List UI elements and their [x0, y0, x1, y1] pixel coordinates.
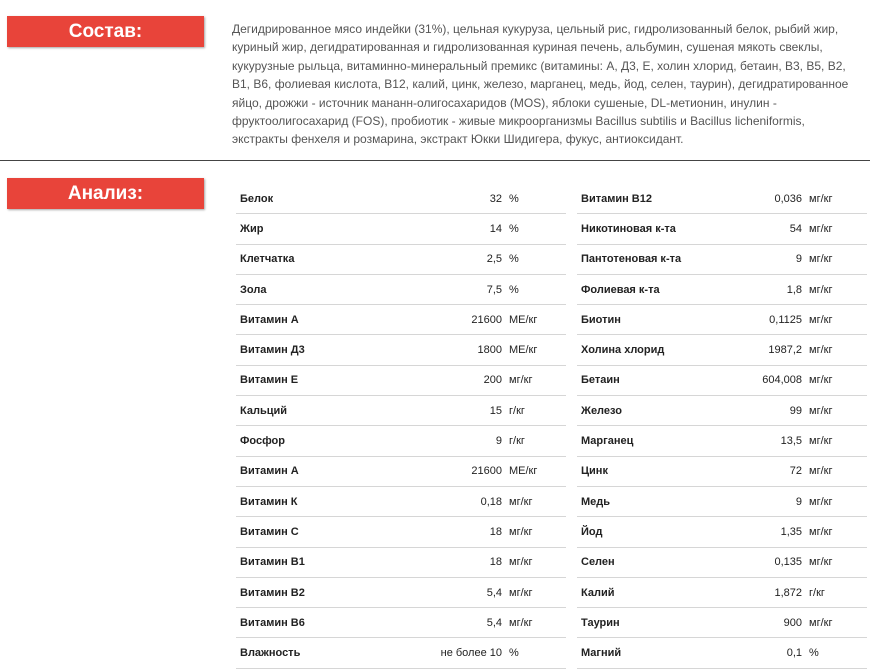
nutrient-unit: мг/кг	[809, 525, 833, 538]
table-row	[577, 305, 867, 335]
nutrient-unit: %	[809, 647, 819, 660]
nutrient-name: Витамин А	[240, 465, 299, 478]
nutrient-value: 72	[789, 465, 802, 478]
table-row	[577, 608, 867, 638]
nutrient-name: Фолиевая к-та	[581, 283, 660, 296]
nutrient-value: 15	[489, 404, 502, 417]
table-row	[577, 244, 867, 274]
nutrient-unit: мг/кг	[809, 465, 833, 478]
nutrient-name: Медь	[581, 495, 611, 508]
composition-heading-badge	[7, 16, 204, 47]
table-row	[236, 456, 566, 486]
table-row	[236, 244, 566, 274]
nutrient-unit: %	[509, 222, 519, 235]
table-row	[577, 547, 867, 577]
nutrient-unit: мг/кг	[809, 404, 833, 417]
nutrient-value: 1,8	[786, 283, 802, 296]
nutrient-value: 1987,2	[768, 344, 802, 357]
nutrient-name: Железо	[581, 404, 622, 417]
analysis-heading-badge	[7, 178, 204, 209]
nutrient-unit: мг/кг	[509, 495, 533, 508]
nutrient-unit: мг/кг	[509, 586, 533, 599]
nutrient-name: Жир	[240, 222, 264, 235]
nutrient-name: Зола	[240, 283, 267, 296]
table-row	[236, 396, 566, 426]
nutrient-value: 54	[789, 222, 802, 235]
nutrient-name: Витамин Д3	[240, 344, 305, 357]
nutrient-unit: мг/кг	[809, 283, 833, 296]
table-row	[236, 517, 566, 547]
nutrient-value: 7,5	[486, 283, 502, 296]
nutrient-value: не более 10	[440, 647, 502, 660]
nutrient-value: 32	[489, 192, 502, 205]
nutrient-value: 18	[489, 525, 502, 538]
table-row	[577, 577, 867, 607]
nutrient-value: 0,18	[480, 495, 502, 508]
nutrient-value: 21600	[471, 465, 502, 478]
table-row	[577, 426, 867, 456]
nutrient-name: Витамин В1	[240, 556, 305, 569]
table-row	[577, 365, 867, 395]
nutrient-unit: г/кг	[509, 404, 525, 417]
nutrient-unit: мг/кг	[809, 222, 833, 235]
table-row	[236, 426, 566, 456]
nutrient-value: 1800	[477, 344, 502, 357]
nutrient-value: 1,35	[780, 525, 802, 538]
nutrient-name: Марганец	[581, 435, 634, 448]
table-row	[236, 214, 566, 244]
analysis-table-left	[236, 184, 566, 669]
nutrient-value: 200	[483, 374, 502, 387]
nutrient-value: 0,036	[774, 192, 802, 205]
nutrient-name: Таурин	[581, 616, 620, 629]
nutrient-unit: МЕ/кг	[509, 465, 538, 478]
nutrient-value: 13,5	[780, 435, 802, 448]
nutrient-name: Белок	[240, 192, 274, 205]
nutrient-name: Бетаин	[581, 374, 620, 387]
nutrient-unit: %	[509, 253, 519, 266]
nutrient-name: Витамин К	[240, 495, 298, 508]
nutrient-unit: %	[509, 192, 519, 205]
nutrient-name: Селен	[581, 556, 615, 569]
table-row	[236, 335, 566, 365]
table-row	[236, 184, 566, 214]
nutrient-unit: мг/кг	[809, 344, 833, 357]
nutrient-unit: мг/кг	[809, 616, 833, 629]
table-row	[236, 305, 566, 335]
nutrient-value: 99	[789, 404, 802, 417]
table-row	[577, 214, 867, 244]
nutrient-value: 9	[495, 435, 502, 448]
nutrient-unit: мг/кг	[809, 192, 833, 205]
nutrient-unit: %	[509, 283, 519, 296]
nutrient-unit: мг/кг	[809, 495, 833, 508]
table-row	[236, 486, 566, 516]
nutrient-unit: мг/кг	[509, 374, 533, 387]
composition-text: Дегидрированное мясо индейки (31%), цельная кукуруза, цельный рис, гидролизованный белок, рыбий жир, куриный жир, дегидратированная и гидролизованная куриная печень, альбумин, сушеная мякоть свеклы, кукурузные рыльца, витаминно-минеральный премикс (витамины: А, Д3, Е, холин хлорид, бетаин, В3, В5, В2, В1, В6, фолиевая кислота, В12, калий, цинк, железо, марганец, медь, йод, селен, таурин), дегидратированное яйцо, дрожжи - источник мананн-олигосахаридов (MOS), яблоки сушеные, DL-метионин, инулин - фруктоолигосахарид (FOS), пробиотик - живые микроорганизмы Bacillus subtilis и Bacillus licheniformis, экстракты фенхеля и розмарина, экстракт Юкки Шидигера, фукус, антиоксидант.	[232, 22, 849, 147]
nutrient-name: Холина хлорид	[581, 344, 665, 357]
nutrient-name: Витамин В6	[240, 616, 305, 629]
table-row	[577, 517, 867, 547]
nutrient-value: 9	[795, 253, 802, 266]
table-row	[236, 577, 566, 607]
table-row	[577, 456, 867, 486]
nutrient-name: Витамин С	[240, 525, 299, 538]
analysis-heading: Анализ:	[67, 182, 144, 204]
nutrient-name: Йод	[581, 525, 603, 538]
table-row	[577, 396, 867, 426]
table-row	[236, 547, 566, 577]
nutrient-name: Цинк	[581, 465, 608, 478]
nutrient-value: 5,4	[486, 616, 502, 629]
nutrient-unit: мг/кг	[809, 374, 833, 387]
nutrient-value: 9	[795, 495, 802, 508]
nutrient-unit: мг/кг	[809, 253, 833, 266]
nutrient-unit: МЕ/кг	[509, 344, 538, 357]
table-row	[577, 486, 867, 516]
nutrient-unit: мг/кг	[809, 435, 833, 448]
nutrient-value: 1,872	[774, 586, 802, 599]
nutrient-unit: мг/кг	[809, 556, 833, 569]
nutrient-unit: мг/кг	[809, 313, 833, 326]
nutrient-unit: г/кг	[509, 435, 525, 448]
table-row	[236, 274, 566, 304]
nutrient-name: Магний	[581, 647, 622, 660]
table-row	[236, 365, 566, 395]
nutrient-value: 604,008	[762, 374, 802, 387]
nutrient-name: Витамин В12	[581, 192, 652, 205]
nutrient-name: Калий	[581, 586, 615, 599]
nutrient-value: 900	[783, 616, 802, 629]
nutrient-value: 14	[489, 222, 502, 235]
nutrient-name: Витамин А	[240, 313, 299, 326]
nutrient-name: Пантотеновая к-та	[581, 253, 682, 266]
nutrient-unit: г/кг	[809, 586, 825, 599]
composition-heading: Состав:	[68, 20, 143, 42]
nutrient-unit: мг/кг	[509, 616, 533, 629]
nutrient-value: 18	[489, 556, 502, 569]
section-divider	[0, 160, 870, 161]
nutrient-unit: мг/кг	[509, 525, 533, 538]
nutrient-name: Биотин	[581, 313, 621, 326]
table-row	[236, 608, 566, 638]
nutrient-value: 0,1125	[769, 313, 802, 326]
nutrient-name: Витамин Е	[240, 374, 299, 387]
nutrient-unit: %	[509, 647, 519, 660]
analysis-table-right	[577, 184, 867, 669]
table-row	[577, 274, 867, 304]
nutrient-name: Влажность	[240, 647, 301, 660]
nutrient-value: 0,135	[774, 556, 802, 569]
nutrient-name: Фосфор	[240, 435, 285, 448]
nutrient-unit: МЕ/кг	[509, 313, 538, 326]
nutrient-unit: мг/кг	[509, 556, 533, 569]
table-row	[577, 335, 867, 365]
nutrient-value: 0,1	[786, 647, 802, 660]
nutrient-value: 2,5	[486, 253, 502, 266]
nutrient-name: Кальций	[240, 404, 288, 417]
table-row	[577, 184, 867, 214]
nutrient-name: Клетчатка	[240, 253, 295, 266]
nutrient-value: 21600	[471, 313, 502, 326]
nutrient-value: 5,4	[486, 586, 502, 599]
nutrient-name: Витамин В2	[240, 586, 305, 599]
nutrient-name: Никотиновая к-та	[581, 222, 676, 235]
